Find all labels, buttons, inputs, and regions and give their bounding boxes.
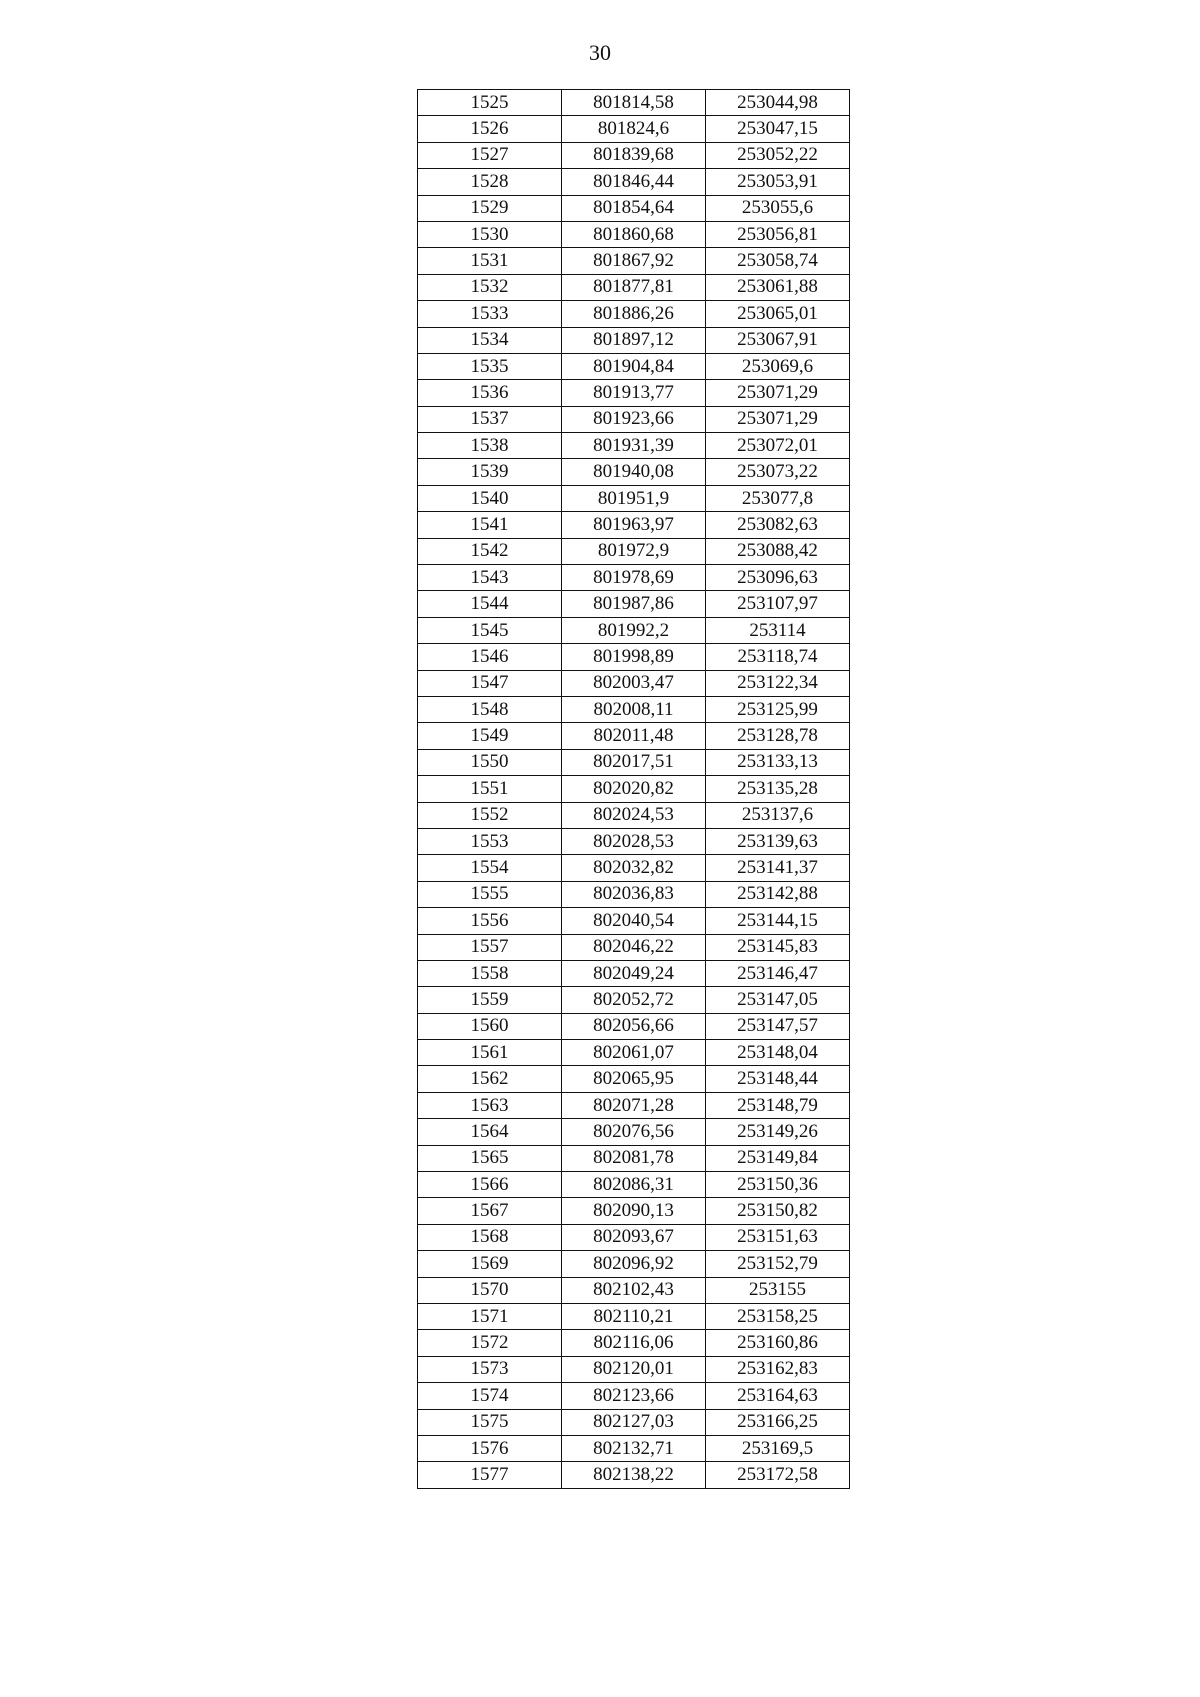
point-number-cell: 1545: [418, 617, 562, 643]
table-row: [418, 301, 850, 327]
table-row: [418, 380, 850, 406]
point-number-cell: 1532: [418, 274, 562, 300]
y-coordinate-cell: 253158,25: [706, 1303, 850, 1329]
x-coordinate-cell: 802081,78: [562, 1145, 706, 1171]
x-coordinate-cell: 801904,84: [562, 353, 706, 379]
x-coordinate-cell: 801897,12: [562, 327, 706, 353]
table-row: [418, 565, 850, 591]
table-row: [418, 248, 850, 274]
x-coordinate-cell: 801839,68: [562, 142, 706, 168]
y-coordinate-cell: 253147,05: [706, 987, 850, 1013]
table-row: [418, 1462, 850, 1488]
y-coordinate-cell: 253067,91: [706, 327, 850, 353]
x-coordinate-cell: 801867,92: [562, 248, 706, 274]
table-row: [418, 1066, 850, 1092]
y-coordinate-cell: 253164,63: [706, 1383, 850, 1409]
y-coordinate-cell: 253088,42: [706, 538, 850, 564]
table-row: [418, 169, 850, 195]
x-coordinate-cell: 802028,53: [562, 828, 706, 854]
x-coordinate-cell: 802003,47: [562, 670, 706, 696]
y-coordinate-cell: 253044,98: [706, 90, 850, 116]
table-row: [418, 1224, 850, 1250]
point-number-cell: 1566: [418, 1172, 562, 1198]
x-coordinate-cell: 802052,72: [562, 987, 706, 1013]
y-coordinate-cell: 253142,88: [706, 881, 850, 907]
y-coordinate-cell: 253077,8: [706, 485, 850, 511]
table-row: [418, 908, 850, 934]
point-number-cell: 1561: [418, 1040, 562, 1066]
table-row: [418, 1040, 850, 1066]
y-coordinate-cell: 253172,58: [706, 1462, 850, 1488]
x-coordinate-cell: 802032,82: [562, 855, 706, 881]
point-number-cell: 1575: [418, 1409, 562, 1435]
x-coordinate-cell: 802046,22: [562, 934, 706, 960]
table-row: [418, 1145, 850, 1171]
point-number-cell: 1573: [418, 1356, 562, 1382]
table-row: [418, 274, 850, 300]
x-coordinate-cell: 802132,71: [562, 1435, 706, 1461]
y-coordinate-cell: 253148,44: [706, 1066, 850, 1092]
coordinates-table: [417, 89, 850, 1489]
x-coordinate-cell: 801940,08: [562, 459, 706, 485]
table-row: [418, 696, 850, 722]
point-number-cell: 1577: [418, 1462, 562, 1488]
point-number-cell: 1574: [418, 1383, 562, 1409]
table-row: [418, 960, 850, 986]
x-coordinate-cell: 802061,07: [562, 1040, 706, 1066]
table-row: [418, 1277, 850, 1303]
point-number-cell: 1563: [418, 1092, 562, 1118]
x-coordinate-cell: 801854,64: [562, 195, 706, 221]
x-coordinate-cell: 801860,68: [562, 221, 706, 247]
x-coordinate-cell: 801987,86: [562, 591, 706, 617]
y-coordinate-cell: 253061,88: [706, 274, 850, 300]
table-row: [418, 327, 850, 353]
y-coordinate-cell: 253055,6: [706, 195, 850, 221]
point-number-cell: 1534: [418, 327, 562, 353]
x-coordinate-cell: 802011,48: [562, 723, 706, 749]
table-row: [418, 1251, 850, 1277]
point-number-cell: 1571: [418, 1303, 562, 1329]
x-coordinate-cell: 802049,24: [562, 960, 706, 986]
point-number-cell: 1562: [418, 1066, 562, 1092]
point-number-cell: 1551: [418, 776, 562, 802]
table-row: [418, 934, 850, 960]
point-number-cell: 1525: [418, 90, 562, 116]
x-coordinate-cell: 802127,03: [562, 1409, 706, 1435]
y-coordinate-cell: 253151,63: [706, 1224, 850, 1250]
x-coordinate-cell: 802076,56: [562, 1119, 706, 1145]
y-coordinate-cell: 253096,63: [706, 565, 850, 591]
point-number-cell: 1572: [418, 1330, 562, 1356]
point-number-cell: 1559: [418, 987, 562, 1013]
y-coordinate-cell: 253133,13: [706, 749, 850, 775]
table-row: [418, 1092, 850, 1118]
table-row: [418, 1013, 850, 1039]
x-coordinate-cell: 802102,43: [562, 1277, 706, 1303]
y-coordinate-cell: 253122,34: [706, 670, 850, 696]
point-number-cell: 1569: [418, 1251, 562, 1277]
y-coordinate-cell: 253114: [706, 617, 850, 643]
point-number-cell: 1544: [418, 591, 562, 617]
x-coordinate-cell: 802120,01: [562, 1356, 706, 1382]
y-coordinate-cell: 253082,63: [706, 512, 850, 538]
x-coordinate-cell: 802040,54: [562, 908, 706, 934]
table-row: [418, 644, 850, 670]
y-coordinate-cell: 253065,01: [706, 301, 850, 327]
table-row: [418, 485, 850, 511]
x-coordinate-cell: 802110,21: [562, 1303, 706, 1329]
table-row: [418, 723, 850, 749]
x-coordinate-cell: 802008,11: [562, 696, 706, 722]
table-row: [418, 116, 850, 142]
y-coordinate-cell: 253147,57: [706, 1013, 850, 1039]
y-coordinate-cell: 253141,37: [706, 855, 850, 881]
point-number-cell: 1526: [418, 116, 562, 142]
point-number-cell: 1538: [418, 433, 562, 459]
coordinates-table-body: [418, 90, 850, 1489]
y-coordinate-cell: 253072,01: [706, 433, 850, 459]
point-number-cell: 1533: [418, 301, 562, 327]
x-coordinate-cell: 802071,28: [562, 1092, 706, 1118]
point-number-cell: 1576: [418, 1435, 562, 1461]
table-row: [418, 1409, 850, 1435]
y-coordinate-cell: 253073,22: [706, 459, 850, 485]
y-coordinate-cell: 253150,36: [706, 1172, 850, 1198]
x-coordinate-cell: 801913,77: [562, 380, 706, 406]
y-coordinate-cell: 253069,6: [706, 353, 850, 379]
point-number-cell: 1536: [418, 380, 562, 406]
point-number-cell: 1537: [418, 406, 562, 432]
point-number-cell: 1560: [418, 1013, 562, 1039]
y-coordinate-cell: 253052,22: [706, 142, 850, 168]
table-row: [418, 221, 850, 247]
x-coordinate-cell: 801972,9: [562, 538, 706, 564]
x-coordinate-cell: 802096,92: [562, 1251, 706, 1277]
x-coordinate-cell: 801877,81: [562, 274, 706, 300]
table-row: [418, 1303, 850, 1329]
point-number-cell: 1555: [418, 881, 562, 907]
point-number-cell: 1557: [418, 934, 562, 960]
x-coordinate-cell: 801846,44: [562, 169, 706, 195]
y-coordinate-cell: 253058,74: [706, 248, 850, 274]
y-coordinate-cell: 253053,91: [706, 169, 850, 195]
y-coordinate-cell: 253056,81: [706, 221, 850, 247]
table-row: [418, 670, 850, 696]
x-coordinate-cell: 801992,2: [562, 617, 706, 643]
point-number-cell: 1556: [418, 908, 562, 934]
table-row: [418, 433, 850, 459]
x-coordinate-cell: 802017,51: [562, 749, 706, 775]
x-coordinate-cell: 801978,69: [562, 565, 706, 591]
table-row: [418, 987, 850, 1013]
point-number-cell: 1550: [418, 749, 562, 775]
y-coordinate-cell: 253166,25: [706, 1409, 850, 1435]
y-coordinate-cell: 253047,15: [706, 116, 850, 142]
x-coordinate-cell: 801814,58: [562, 90, 706, 116]
x-coordinate-cell: 802138,22: [562, 1462, 706, 1488]
x-coordinate-cell: 802024,53: [562, 802, 706, 828]
y-coordinate-cell: 253107,97: [706, 591, 850, 617]
y-coordinate-cell: 253148,04: [706, 1040, 850, 1066]
table-row: [418, 1356, 850, 1382]
point-number-cell: 1542: [418, 538, 562, 564]
x-coordinate-cell: 802036,83: [562, 881, 706, 907]
table-row: [418, 1119, 850, 1145]
table-row: [418, 90, 850, 116]
x-coordinate-cell: 801951,9: [562, 485, 706, 511]
x-coordinate-cell: 801886,26: [562, 301, 706, 327]
x-coordinate-cell: 802123,66: [562, 1383, 706, 1409]
table-row: [418, 195, 850, 221]
y-coordinate-cell: 253148,79: [706, 1092, 850, 1118]
table-row: [418, 881, 850, 907]
page-number: 30: [589, 40, 611, 65]
y-coordinate-cell: 253144,15: [706, 908, 850, 934]
table-row: [418, 617, 850, 643]
x-coordinate-cell: 802065,95: [562, 1066, 706, 1092]
point-number-cell: 1548: [418, 696, 562, 722]
point-number-cell: 1568: [418, 1224, 562, 1250]
point-number-cell: 1535: [418, 353, 562, 379]
point-number-cell: 1529: [418, 195, 562, 221]
y-coordinate-cell: 253071,29: [706, 406, 850, 432]
y-coordinate-cell: 253160,86: [706, 1330, 850, 1356]
table-row: [418, 802, 850, 828]
y-coordinate-cell: 253149,84: [706, 1145, 850, 1171]
x-coordinate-cell: 801824,6: [562, 116, 706, 142]
y-coordinate-cell: 253146,47: [706, 960, 850, 986]
point-number-cell: 1554: [418, 855, 562, 881]
table-row: [418, 142, 850, 168]
y-coordinate-cell: 253169,5: [706, 1435, 850, 1461]
table-row: [418, 459, 850, 485]
x-coordinate-cell: 802093,67: [562, 1224, 706, 1250]
x-coordinate-cell: 802020,82: [562, 776, 706, 802]
table-row: [418, 538, 850, 564]
table-row: [418, 1435, 850, 1461]
table-row: [418, 749, 850, 775]
point-number-cell: 1558: [418, 960, 562, 986]
table-row: [418, 1330, 850, 1356]
table-row: [418, 591, 850, 617]
table-row: [418, 1172, 850, 1198]
x-coordinate-cell: 802090,13: [562, 1198, 706, 1224]
y-coordinate-cell: 253145,83: [706, 934, 850, 960]
table-row: [418, 1383, 850, 1409]
table-row: [418, 855, 850, 881]
y-coordinate-cell: 253155: [706, 1277, 850, 1303]
y-coordinate-cell: 253139,63: [706, 828, 850, 854]
y-coordinate-cell: 253137,6: [706, 802, 850, 828]
table-row: [418, 828, 850, 854]
x-coordinate-cell: 802086,31: [562, 1172, 706, 1198]
point-number-cell: 1546: [418, 644, 562, 670]
point-number-cell: 1565: [418, 1145, 562, 1171]
y-coordinate-cell: 253071,29: [706, 380, 850, 406]
x-coordinate-cell: 801923,66: [562, 406, 706, 432]
point-number-cell: 1552: [418, 802, 562, 828]
y-coordinate-cell: 253150,82: [706, 1198, 850, 1224]
x-coordinate-cell: 801931,39: [562, 433, 706, 459]
point-number-cell: 1531: [418, 248, 562, 274]
point-number-cell: 1541: [418, 512, 562, 538]
y-coordinate-cell: 253162,83: [706, 1356, 850, 1382]
point-number-cell: 1528: [418, 169, 562, 195]
point-number-cell: 1567: [418, 1198, 562, 1224]
y-coordinate-cell: 253135,28: [706, 776, 850, 802]
point-number-cell: 1539: [418, 459, 562, 485]
table-row: [418, 406, 850, 432]
x-coordinate-cell: 801963,97: [562, 512, 706, 538]
y-coordinate-cell: 253128,78: [706, 723, 850, 749]
x-coordinate-cell: 802056,66: [562, 1013, 706, 1039]
x-coordinate-cell: 802116,06: [562, 1330, 706, 1356]
point-number-cell: 1547: [418, 670, 562, 696]
x-coordinate-cell: 801998,89: [562, 644, 706, 670]
point-number-cell: 1543: [418, 565, 562, 591]
point-number-cell: 1530: [418, 221, 562, 247]
table-row: [418, 1198, 850, 1224]
y-coordinate-cell: 253118,74: [706, 644, 850, 670]
point-number-cell: 1549: [418, 723, 562, 749]
table-row: [418, 353, 850, 379]
table-row: [418, 512, 850, 538]
point-number-cell: 1570: [418, 1277, 562, 1303]
point-number-cell: 1564: [418, 1119, 562, 1145]
y-coordinate-cell: 253152,79: [706, 1251, 850, 1277]
table-row: [418, 776, 850, 802]
y-coordinate-cell: 253125,99: [706, 696, 850, 722]
point-number-cell: 1553: [418, 828, 562, 854]
point-number-cell: 1540: [418, 485, 562, 511]
y-coordinate-cell: 253149,26: [706, 1119, 850, 1145]
point-number-cell: 1527: [418, 142, 562, 168]
